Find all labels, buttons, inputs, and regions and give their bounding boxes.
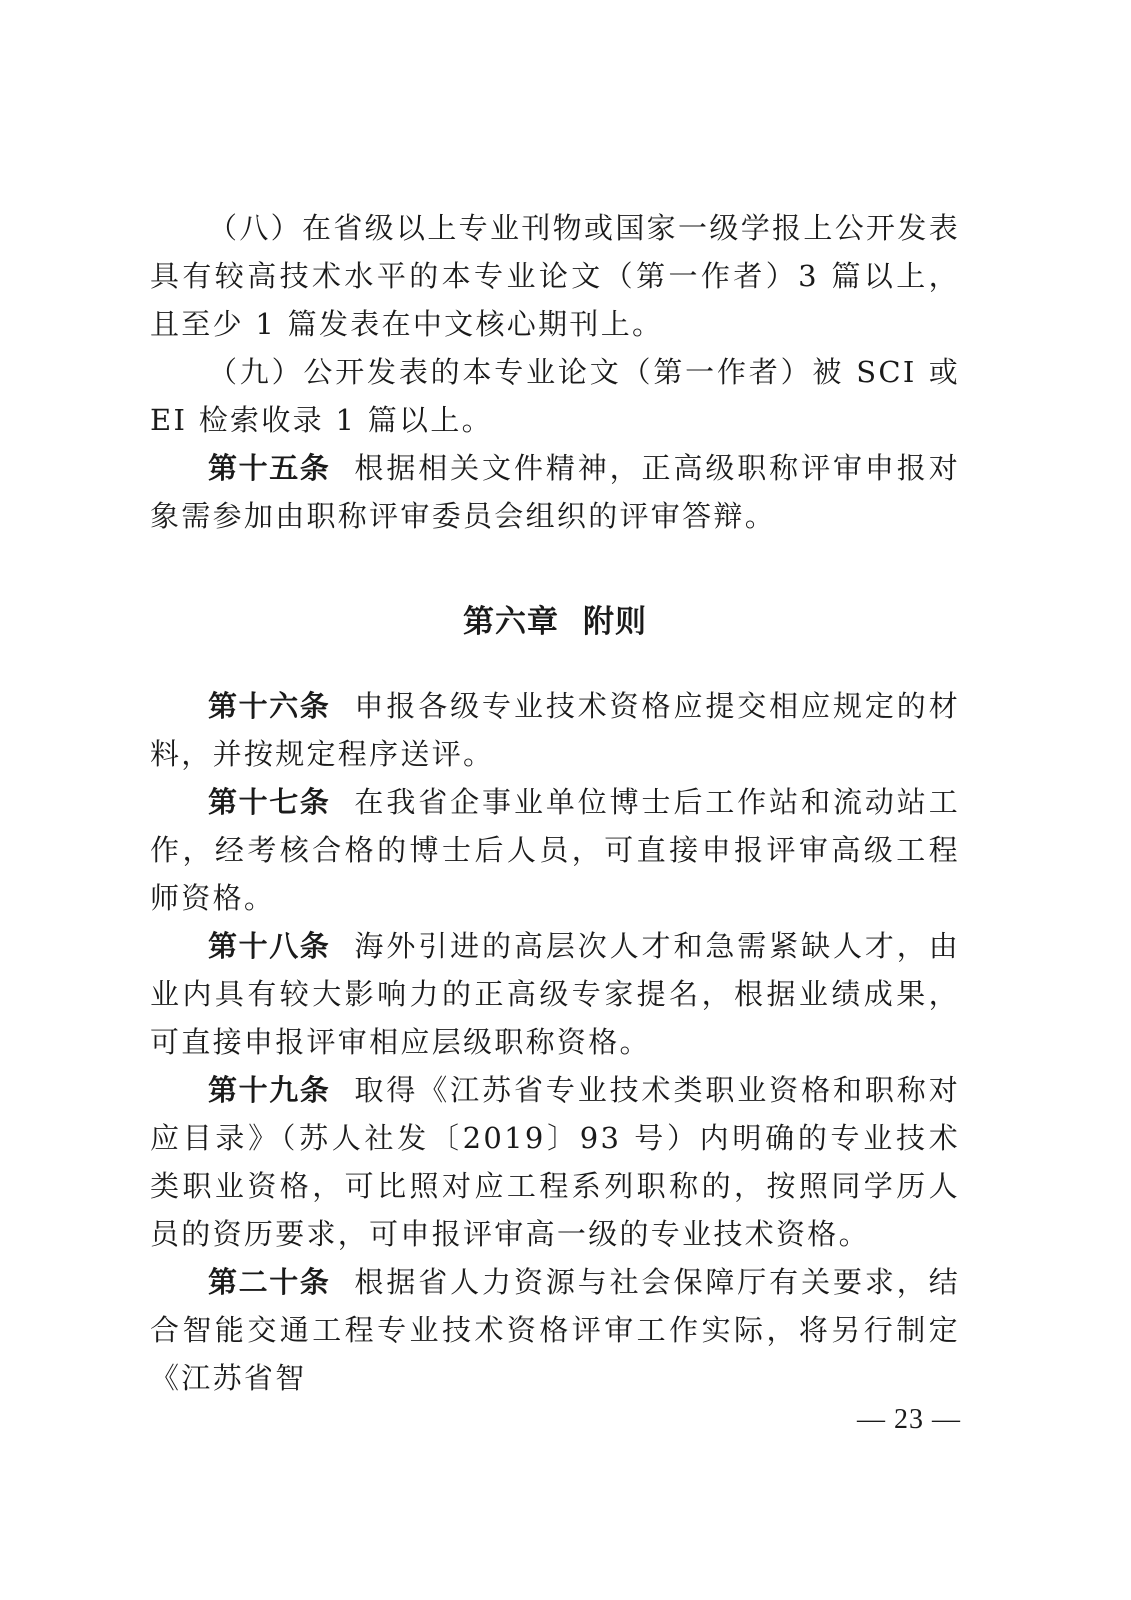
article-number: 第十八条 [208,929,331,963]
article-16 [150,682,960,778]
article-17 [150,778,960,922]
chapter-number: 第六章 [463,604,559,640]
article-number: 第二十条 [208,1265,331,1299]
article-15 [150,444,960,540]
article-text: 根据省人力资源与社会保障厅有关要求，结合智能交通工程专业技术资格评审工作实际，将另行制定《江苏省智 [150,1265,960,1395]
criteria-item-8: （八）在省级以上专业刊物或国家一级学报上公开发表具有较高技术水平的本专业论文（第一作者）3 篇以上，且至少 1 篇发表在中文核心期刊上。 [150,211,960,341]
article-number: 第十五条 [208,451,331,485]
article-number: 第十七条 [208,785,331,819]
article-text: 在我省企事业单位博士后工作站和流动站工作，经考核合格的博士后人员，可直接申报评审高级工程师资格。 [150,785,960,915]
article-text: 根据相关文件精神，正高级职称评审申报对象需参加由职称评审委员会组织的评审答辩。 [150,451,960,533]
article-text: 申报各级专业技术资格应提交相应规定的材料，并按规定程序送评。 [150,689,960,771]
article-text: 取得《江苏省专业技术类职业资格和职称对应目录》（苏人社发〔2019〕93 号）内明确的专业技术类职业资格，可比照对应工程系列职称的，按照同学历人员的资历要求，可申报评审高一级的专业技术资格。 [150,1073,960,1251]
article-number: 第十九条 [208,1073,331,1107]
chapter-title: 附则 [583,604,647,640]
article-19 [150,1066,960,1258]
chapter-heading [150,598,960,646]
chapter-six-body [150,682,960,1402]
upper-section [150,204,960,540]
criteria-item-9: （九）公开发表的本专业论文（第一作者）被 SCI 或 EI 检索收录 1 篇以上。 [150,355,960,437]
article-number: 第十六条 [208,689,331,723]
article-20 [150,1258,960,1402]
page-number: — 23 — [857,1404,961,1435]
article-text: 海外引进的高层次人才和急需紧缺人才，由业内具有较大影响力的正高级专家提名，根据业绩成果，可直接申报评审相应层级职称资格。 [150,929,960,1059]
article-18 [150,922,960,1066]
